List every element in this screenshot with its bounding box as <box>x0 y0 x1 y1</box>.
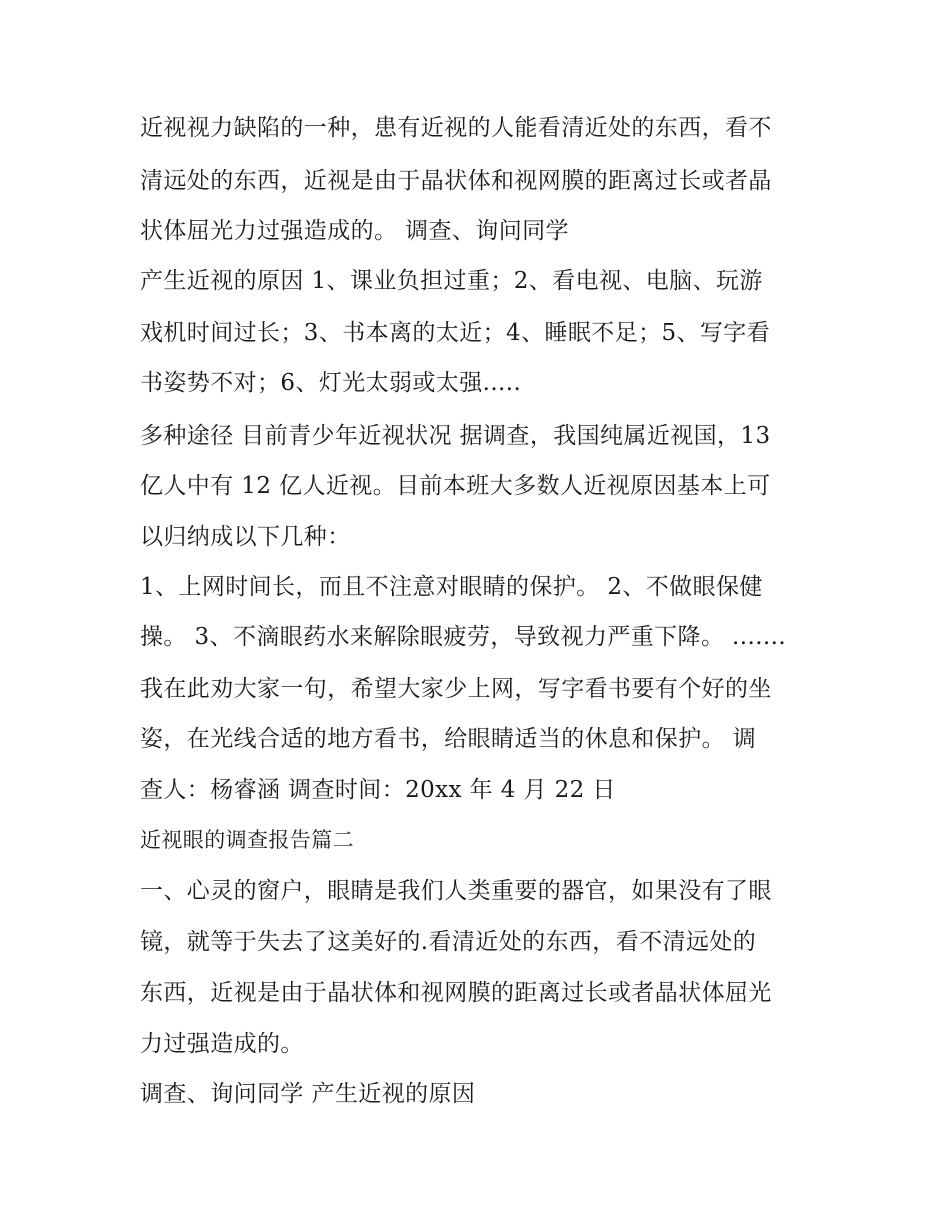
section-heading: 近视眼的调查报告篇二 <box>140 828 354 852</box>
text-line: 查人：杨睿涵 调查时间：20xx 年 4 月 22 日 <box>140 777 616 803</box>
text-line: 近视视力缺陷的一种，患有近视的人能看清近处的东西，看不 <box>140 115 772 141</box>
text-line: 多种途径 目前青少年近视状况 据调查，我国纯属近视国，13 <box>140 423 771 449</box>
text-line: 一、心灵的窗户，眼睛是我们人类重要的器官，如果没有了眼 <box>140 878 772 904</box>
text-line: 书姿势不对；6、灯光太弱或太强..... <box>140 370 522 396</box>
text-line: 1、上网时间长，而且不注意对眼睛的保护。 2、不做眼保健 <box>140 574 763 600</box>
text-line: 戏机时间过长；3、书本离的太近；4、睡眠不足；5、写字看 <box>140 320 771 346</box>
text-line: 清远处的东西，近视是由于晶状体和视网膜的距离过长或者晶 <box>140 168 772 194</box>
text-line: 力过强造成的。 <box>140 1031 304 1057</box>
text-line: 调查、询问同学 产生近视的原因 <box>140 1081 476 1107</box>
text-line: 姿，在光线合适的地方看书，给眼睛适当的休息和保护。 调 <box>140 726 757 752</box>
text-line: 东西，近视是由于晶状体和视网膜的距离过长或者晶状体屈光 <box>140 980 772 1006</box>
text-line: 镜，就等于失去了这美好的.看清近处的东西，看不清远处的 <box>140 929 757 955</box>
text-line: 操。 3、不滴眼药水来解除眼疲劳，导致视力严重下降。 ....... <box>140 624 787 650</box>
text-line: 产生近视的原因 1、课业负担过重；2、看电视、电脑、玩游 <box>140 268 763 294</box>
text-line: 亿人中有 12 亿人近视。目前本班大多数人近视原因基本上可 <box>140 473 771 499</box>
text-line: 状体屈光力过强造成的。 调查、询问同学 <box>140 218 569 244</box>
text-line: 以归纳成以下几种： <box>140 524 351 550</box>
text-line: 我在此劝大家一句，希望大家少上网，写字看书要有个好的坐 <box>140 676 772 702</box>
